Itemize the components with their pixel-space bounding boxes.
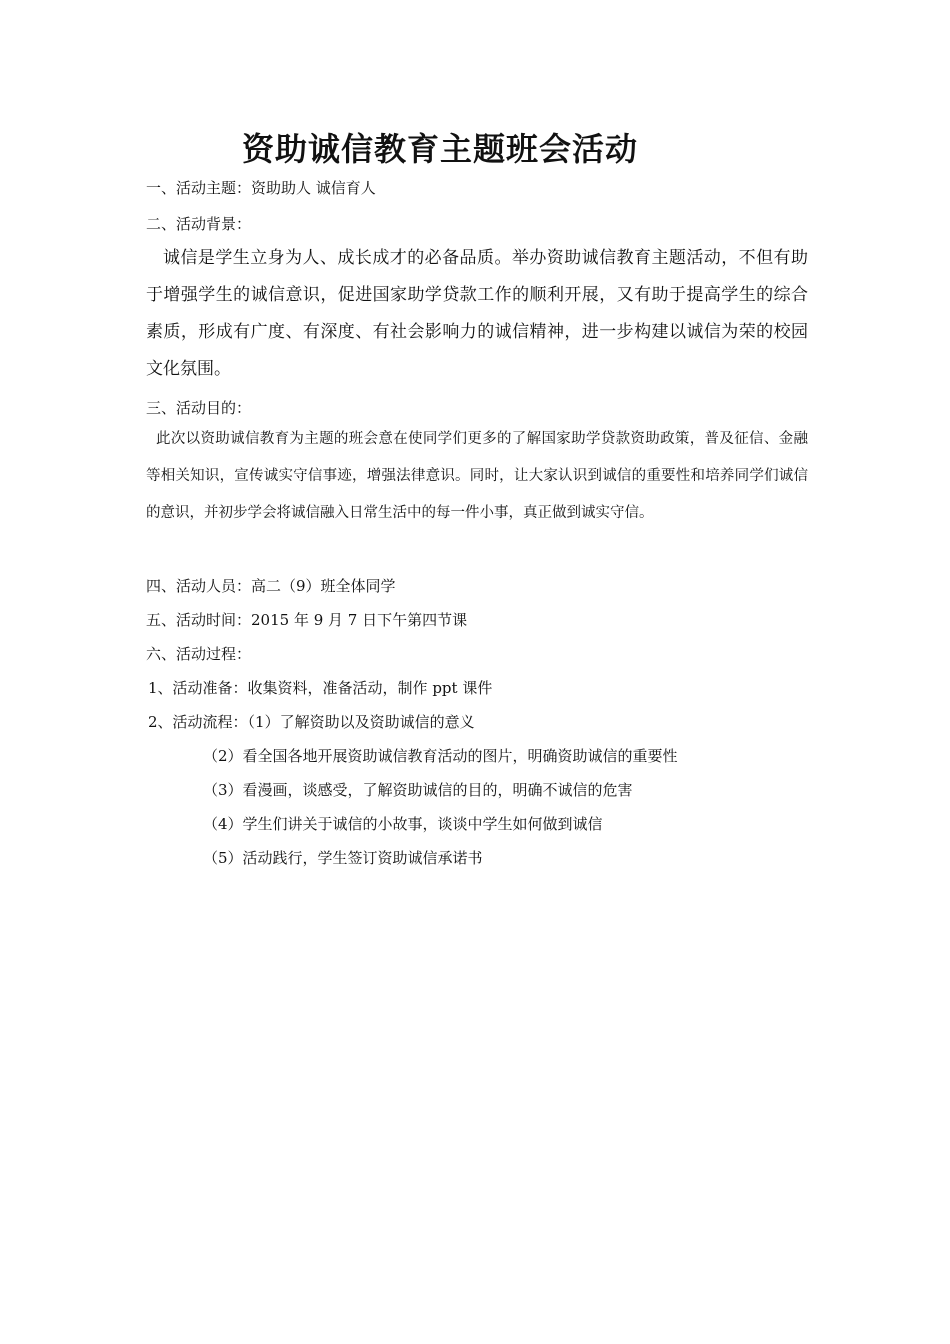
- process-step: （4）学生们讲关于诚信的小故事，谈谈中学生如何做到诚信: [203, 815, 603, 833]
- background-paragraph: 诚信是学生立身为人、成长成才的必备品质。举办资助诚信教育主题活动，不但有助于增强学生的诚信意识，促进国家助学贷款工作的顺利开展，又有助于提高学生的综合素质，形成有广度、有深度、有社会影响力的诚信精神，进一步构建以诚信为荣的校园文化氛围。: [146, 248, 808, 379]
- section-process-heading: 六、活动过程：: [146, 645, 252, 663]
- section-participants: 四、活动人员：高二（9）班全体同学: [146, 577, 396, 595]
- process-flow: 2、活动流程：（1）了解资助以及资助诚信的意义: [148, 713, 475, 731]
- document-title: 资助诚信教育主题班会活动: [241, 130, 638, 168]
- section-purpose-heading: 三、活动目的：: [146, 399, 252, 417]
- purpose-paragraph: 此次以资助诚信教育为主题的班会意在使同学们更多的了解国家助学贷款资助政策，普及征信、金融等相关知识，宣传诚实守信事迹，增强法律意识。同时，让大家认识到诚信的重要性和培养同学们诚信的意识，并初步学会将诚信融入日常生活中的每一件小事，真正做到诚实守信。: [146, 431, 808, 521]
- section-theme: 一、活动主题：资助助人 诚信育人: [146, 179, 376, 197]
- process-step: （2）看全国各地开展资助诚信教育活动的图片，明确资助诚信的重要性: [203, 747, 678, 765]
- section-time: 五、活动时间：2015 年 9 月 7 日下午第四节课: [146, 611, 468, 629]
- process-step: （5）活动践行，学生签订资助诚信承诺书: [203, 849, 483, 867]
- process-preparation: 1、活动准备：收集资料，准备活动，制作 ppt 课件: [148, 679, 493, 697]
- process-step: （3）看漫画，谈感受，了解资助诚信的目的，明确不诚信的危害: [203, 781, 633, 799]
- section-background-heading: 二、活动背景：: [146, 215, 252, 233]
